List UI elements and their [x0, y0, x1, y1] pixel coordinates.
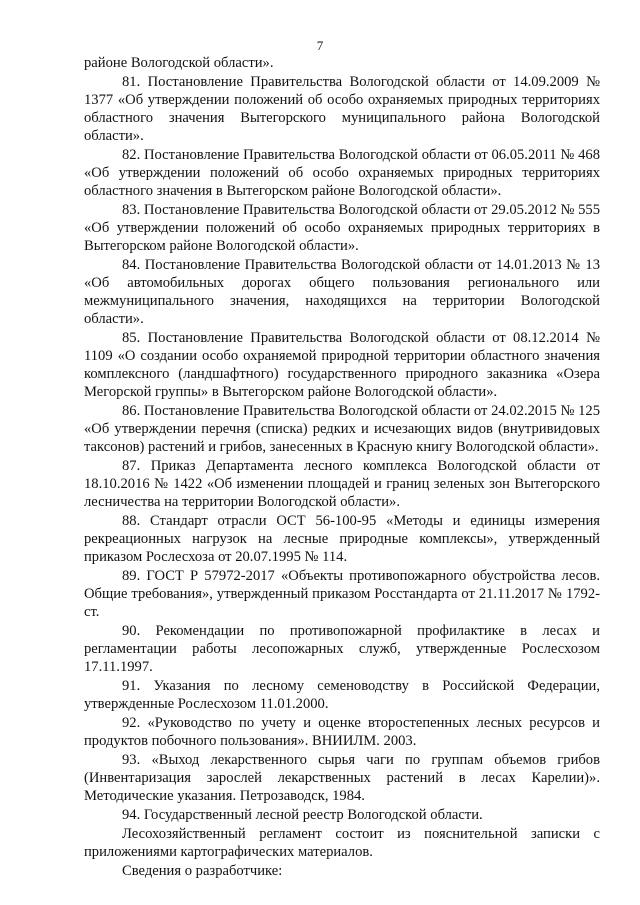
paragraph-p91: 91. Указания по лесному семеноводству в Российской Федерации, утвержденные Рослесхозом 11.01.2000. [84, 678, 600, 712]
paragraph-p84: 84. Постановление Правительства Вологодской области от 14.01.2013 № 13 «Об автомобильных дорогах общего пользования регионального или межмуниципального значения, находящихся на территории Вологодской области». [84, 257, 600, 327]
document-body [84, 54, 600, 881]
paragraph-p90: 90. Рекомендации по противопожарной профилактике в лесах и регламентации работы лесопожарных служб, утвержденные Рослесхозом 17.11.1997. [84, 623, 600, 675]
paragraph-p82: 82. Постановление Правительства Вологодской области от 06.05.2011 № 468 «Об утверждении положений об особо охраняемых природных территориях областного значения в Вытегорском районе Вологодской области». [84, 147, 600, 199]
paragraph-p83: 83. Постановление Правительства Вологодской области от 29.05.2012 № 555 «Об утверждении положений об особо охраняемых природных территориях в Вытегорском районе Вологодской области». [84, 202, 600, 254]
paragraph-p93: 93. «Выход лекарственного сырья чаги по группам объемов грибов (Инвентаризация зарослей лекарственных растений в лесах Карелии)». Методические указания. Петрозаводск, 1984. [84, 752, 600, 804]
paragraph-p87: 87. Приказ Департамента лесного комплекса Вологодской области от 18.10.2016 № 1422 «Об изменении площадей и границ зеленых зон Вытегорского лесничества на территории Вологодской области». [84, 458, 600, 510]
paragraph-p88: 88. Стандарт отрасли ОСТ 56-100-95 «Методы и единицы измерения рекреационных нагрузок на лесные природные комплексы», утвержденный приказом Рослесхоза от 20.07.1995 № 114. [84, 513, 600, 565]
paragraph-p94: 94. Государственный лесной реестр Вологодской области. [122, 807, 483, 823]
paragraph-p92: 92. «Руководство по учету и оценке второстепенных лесных ресурсов и продуктов побочного пользования». ВНИИЛМ. 2003. [84, 715, 600, 749]
paragraph-p81: 81. Постановление Правительства Вологодской области от 14.09.2009 № 1377 «Об утверждении положений об особо охраняемых природных территориях областного значения Вытегорского муниципального района Вологодской области». [84, 74, 600, 144]
paragraph-p86: 86. Постановление Правительства Вологодской области от 24.02.2015 № 125 «Об утверждении перечня (списка) редких и исчезающих видов (внутривидовых таксонов) растений и грибов, занесенных в Красную книгу Вологодской области». [84, 403, 600, 455]
paragraph-p96: Сведения о разработчике: [122, 863, 283, 879]
paragraph-p89: 89. ГОСТ Р 57972-2017 «Объекты противопожарного обустройства лесов. Общие требования», утвержденный приказом Росстандарта от 21.11.2017 № 1792-ст. [84, 568, 600, 620]
page-number: 7 [316, 38, 324, 53]
paragraph-p85: 85. Постановление Правительства Вологодской области от 08.12.2014 № 1109 «О создании особо охраняемой природной территории областного значения комплексного (ландшафтного) государственного природного заказника «Озера Мегорской группы» в Вытегорском районе Вологодской области». [84, 330, 600, 400]
paragraph-p95: Лесохозяйственный регламент состоит из пояснительной записки с приложениями картографических материалов. [84, 826, 600, 860]
paragraph-p0: районе Вологодской области». [84, 55, 274, 71]
